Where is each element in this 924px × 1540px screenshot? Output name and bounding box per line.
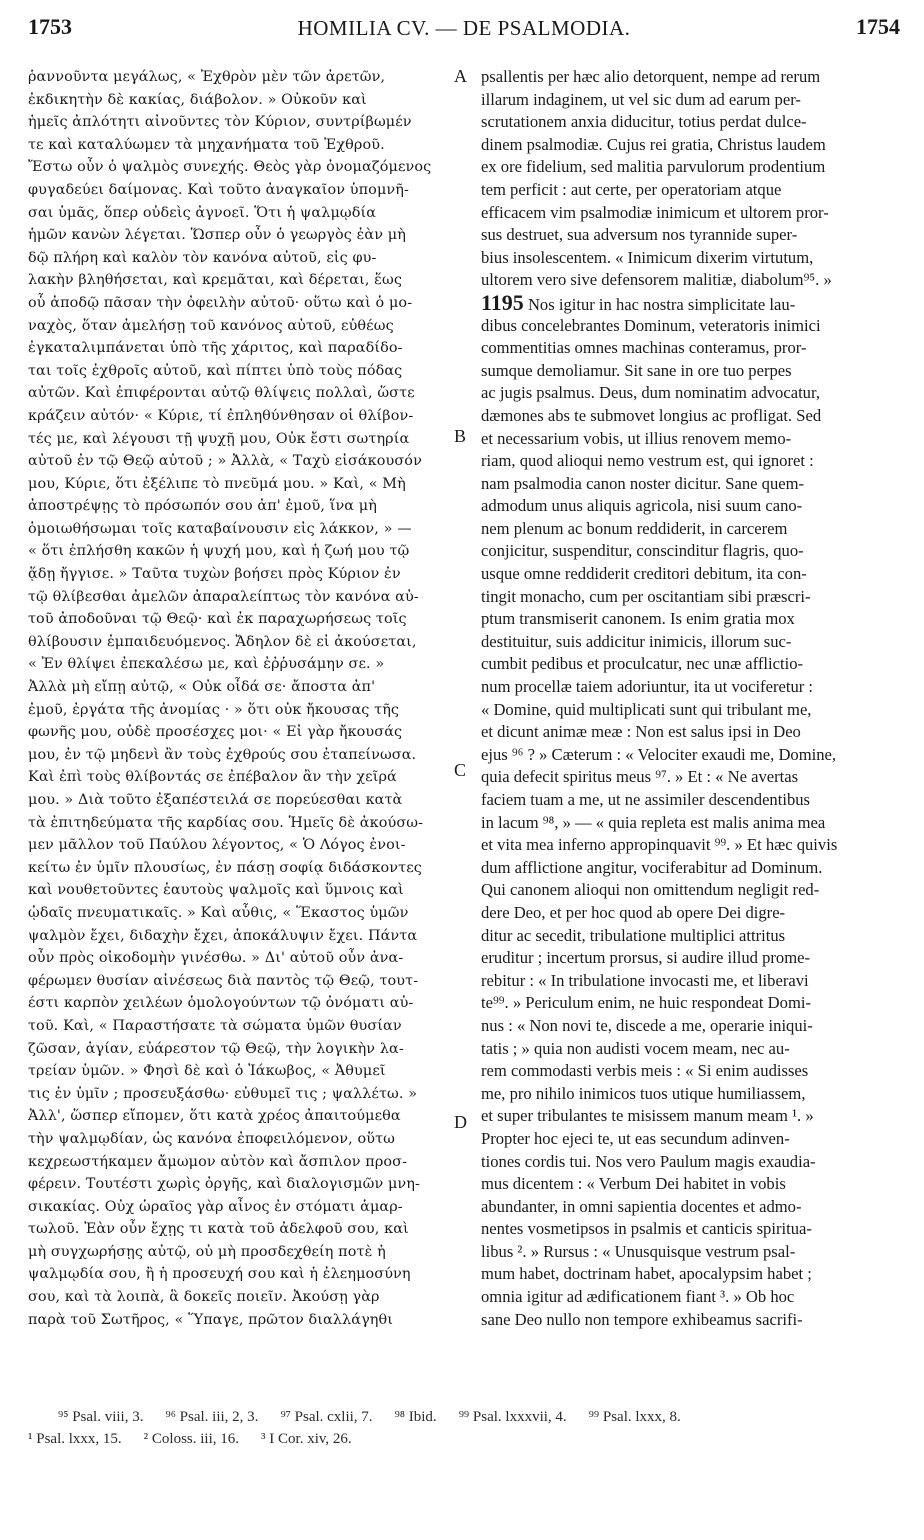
latin-text-line: dibus concelebrantes Dominum, veteratoris inimici — [481, 315, 821, 335]
greek-text-line: ψαλμῳδία σου, ἢ ἡ προσευχή σου καὶ ἡ ἐλεημοσύνη — [28, 1266, 411, 1283]
latin-text-line: in lacum ⁹⁸, » — « quia repleta est malis anima mea — [481, 812, 826, 832]
margin-marker-d: D — [454, 1112, 467, 1132]
footnote: ⁹⁶ Psal. iii, 2, 3. — [165, 1409, 259, 1425]
latin-text-line: et dicunt animæ meæ : Non est salus ipsi in Deo — [481, 722, 801, 742]
greek-text-line: ἐκδικητὴν δὲ κακίας, διάβολον. » Οὐκοῦν καὶ — [28, 91, 367, 108]
running-title: HOMILIA CV. — DE PSALMODIA. — [297, 16, 631, 40]
latin-text-line: me, pro nihilo inimicos tuos utique humiliassem, — [481, 1083, 806, 1103]
latin-text-line: dinem psalmodiæ. Cujus rei gratia, Christus laudem — [481, 134, 826, 154]
latin-text-line: ptum transmiserit canonem. Is enim gratia mox — [481, 609, 795, 629]
footnote: ³ I Cor. xiv, 26. — [261, 1431, 352, 1447]
latin-text-line: te⁹⁹. » Periculum enim, ne huic respondeat Domi- — [481, 993, 811, 1013]
greek-text-line: Ἀλλὰ μὴ εἴπῃ αὐτῷ, « Οὐκ οἶδά σε· ἄποστα ἀπ' — [28, 679, 376, 696]
margin-marker-a: A — [454, 66, 467, 86]
greek-text-line: καὶ νουθετοῦντες ἑαυτοὺς ψαλμοῖς καὶ ὕμνοις καὶ — [28, 882, 404, 899]
greek-text-line: παρὰ τοῦ Σωτῆρος, « Ὕπαγε, πρῶτον διαλλάγηθι — [28, 1311, 393, 1328]
page-number-right: 1754 — [856, 14, 900, 39]
greek-text-line: τῷ θλίβεσθαι ἀμελῶν ἀπαραλείπτως τὸν κανόνα αὐ- — [28, 588, 419, 605]
footnote: ⁹⁸ Ibid. — [394, 1409, 437, 1425]
greek-text-line: ται τοῖς ἐχθροῖς αὐτοῦ, καὶ πίπτει ὑπὸ τοὺς πόδας — [28, 362, 403, 379]
latin-text-line: tem perficit : aut certe, per operatoriam atque — [481, 179, 782, 199]
greek-text-line: τωλοῦ. Ἐὰν οὖν ἔχῃς τι κατὰ τοῦ ἀδελφοῦ σου, καὶ — [28, 1221, 409, 1238]
latin-text-line: nem plenum ac bonum reddiderit, in carcerem — [481, 518, 788, 538]
latin-text-line: tingit monacho, cum per oscitantiam sibi præscri- — [481, 586, 811, 606]
greek-text-line: ἐγκαταλιμπάνεται ὑπὸ τῆς χάριτος, καὶ παραδίδο- — [28, 340, 403, 357]
latin-text-line: ex ore fidelium, sed malitia parvulorum prodentium — [481, 157, 826, 177]
footnote: ² Coloss. iii, 16. — [143, 1431, 240, 1447]
greek-text-line: μου, ἐν τῷ μηδενὶ ἂν τοὺς ἐχθρούς σου ἐταπείνωσα. — [28, 746, 417, 763]
greek-text-line: κείτω ἐν ὑμῖν πλουσίως, ἐν πάσῃ σοφίᾳ διδάσκοντες — [28, 859, 422, 876]
latin-text-line: sumque demoliamur. Sit sane in ore tuo perpes — [481, 360, 792, 380]
greek-text-line: αὐτῶν. Καὶ ἐπιφέρονται αὐτῷ θλίψεις πολλαὶ, ὥστε — [28, 385, 415, 402]
greek-text-line: φυγαδεύει δαίμονας. Καὶ τοῦτο ἀναγκαῖον ὑπομνῆ- — [28, 181, 409, 198]
latin-text-line: bius insolescentem. « Inimicum dixerim virtutum, — [481, 247, 814, 267]
latin-text-line: libus ². » Rursus : « Unusquisque vestrum psal- — [481, 1241, 796, 1261]
greek-text-line: σου, καὶ τὰ λοιπὰ, ἃ δοκεῖς ποιεῖν. Ἀκούσῃ γὰρ — [28, 1289, 380, 1306]
greek-text-line: φέρειν. Τουτέστι χωρὶς ὀργῆς, καὶ διαλογισμῶν μνη- — [28, 1176, 420, 1193]
greek-text-line: τις ἐν ὑμῖν ; προσευξάσθω· εὐθυμεῖ τις ; ψαλλέτω. » — [28, 1085, 418, 1102]
latin-text-line: efficacem vim psalmodiæ inimicum et ultorem pror- — [481, 202, 829, 222]
latin-text-line: nentes vosmetipsos in psalmis et canticis spiritua- — [481, 1219, 812, 1239]
footnote: ⁹⁹ Psal. lxxxvii, 4. — [458, 1409, 567, 1425]
latin-text-line: Qui canonem alioqui non omittendum negligit red- — [481, 880, 820, 900]
latin-text-line: ultorem vero sive defensorem malitiæ, diabolum⁹⁵. » — [481, 270, 832, 290]
greek-text-line: τρείαν ὑμῶν. » Φησὶ δὲ καὶ ὁ Ἰάκωβος, « Ἀθυμεῖ — [28, 1063, 386, 1080]
greek-text-line: τές με, καὶ λέγουσι τῇ ψυχῇ μου, Οὐκ ἔστι σωτηρία — [28, 430, 410, 447]
latin-text-line: rebitur : « In tribulatione invocasti me, et liberavi — [481, 970, 809, 990]
greek-text-line: ᾅδῃ ἤγγισε. » Ταῦτα τυχὼν βοήσει πρὸς Κύριον ἐν — [28, 566, 401, 583]
greek-text-line: μὴ συγχωρήσῃς αὐτῷ, οὐ μὴ προσδεχθείη ποτὲ ἡ — [28, 1243, 386, 1260]
latin-text-line: quia defecit spiritus meus ⁹⁷. » Et : « Ne avertas — [481, 767, 799, 787]
latin-text-line: nus : « Non novi te, discede a me, operarie iniqui- — [481, 1015, 813, 1035]
latin-text-line: tiones cordis tui. Nos vero Paulum magis exaudia- — [481, 1151, 816, 1171]
latin-text-line: tatis ; » quia non audisti vocem meam, nec au- — [481, 1038, 790, 1058]
greek-text-line: τοῦ. Καὶ, « Παραστήσατε τὰ σώματα ὑμῶν θυσίαν — [28, 1017, 402, 1034]
greek-text-line: ἐμοῦ, ἐργάτα τῆς ἀνομίας · » ὅτι οὐκ ἤκουσας τῆς — [28, 701, 400, 718]
greek-text-line: ῥαννοῦντα μεγάλως, « Ἐχθρὸν μὲν τῶν ἀρετῶν, — [28, 69, 386, 85]
page-header — [28, 14, 900, 48]
greek-text-line: Ἀλλ', ὥσπερ εἴπομεν, ὅτι κατὰ χρέος ἀπαιτούμεθα — [28, 1108, 401, 1125]
greek-text-line: δῷ πλήρη καὶ καλὸν τὸν κανόνα αὐτοῦ, εἰς φυ- — [28, 249, 377, 266]
latin-text-line: scrutationem anxia diducitur, totius perdat dulce- — [481, 112, 807, 132]
latin-text-line: rem commodasti verbis meis : « Si enim audisses — [481, 1061, 809, 1081]
footnote: ¹ Psal. lxxx, 15. — [28, 1431, 122, 1447]
greek-text-line: κράζειν αὐτόν· « Κύριε, τί ἐπληθύνθησαν οἱ θλίβον- — [28, 407, 414, 424]
latin-text-line: et vita mea inferno appropinquavit ⁹⁹. » Et hæc quivis — [481, 835, 838, 855]
latin-text-line: illarum indaginem, ut vel sic dum ad earum per- — [481, 89, 801, 109]
latin-text-line: usque omne reddiderit creditori debitum, ita con- — [481, 564, 807, 584]
greek-text-line: ζῶσαν, ἁγίαν, εὐάρεστον τῷ Θεῷ, τὴν λογικὴν λα- — [28, 1040, 404, 1057]
latin-text-line: num procellæ taiem adoriuntur, ita ut vociferetur : — [481, 677, 814, 697]
latin-text-line: dum afflictione angitur, vociferabitur ad Dominum. — [481, 857, 823, 877]
column-number: 1195 — [481, 291, 524, 315]
greek-text-line: οὗ ἀποδῷ πᾶσαν τὴν ὀφειλὴν αὐτοῦ· οὕτω καὶ ὁ μο- — [28, 294, 413, 311]
margin-marker-c: C — [454, 760, 467, 780]
latin-text-line: dæmones abs te submovet longius ac profligat. Sed — [481, 405, 822, 425]
latin-text-line: admodum unus aliquis agricola, nisi suum cano- — [481, 496, 803, 516]
latin-text-line: ditur ac secedit, tribulatione multiplici attritus — [481, 925, 786, 945]
footnote: ⁹⁵ Psal. viii, 3. — [58, 1409, 144, 1425]
latin-text-line: faciem tuam a me, ut ne assimiler descendentibus — [481, 790, 810, 809]
latin-text-line: dere Deo, et per hoc quod ab opere Dei digre- — [481, 902, 786, 922]
latin-text-line: nam psalmodia canon noster dicitur. Sane quem- — [481, 473, 805, 493]
greek-text-line: τὰ ἐπιτηδεύματα τῆς καρδίας σου. Ἡμεῖς δὲ ἀκούσω- — [28, 814, 424, 831]
latin-text-line: ejus ⁹⁶ ? » Cæterum : « Velociter exaudi me, Domine, — [481, 744, 837, 764]
latin-text-line: mus dicentem : « Verbum Dei habitet in vobis — [481, 1174, 786, 1194]
greek-text-line: ψαλμὸν ἔχει, διδαχὴν ἔχει, ἀποκάλυψιν ἔχει. Πάντα — [28, 927, 418, 944]
footnote: ⁹⁷ Psal. cxlii, 7. — [280, 1409, 373, 1425]
latin-text-line: mum habet, doctrinam habet, apocalypsim habet ; — [481, 1264, 812, 1284]
latin-text-line: destituitur, suis addicitur inimicis, illorum suc- — [481, 631, 792, 651]
latin-column — [481, 66, 901, 1331]
greek-text-line: μεν μᾶλλον τοῦ Παύλου λέγοντος, « Ὁ Λόγος ἐνοι- — [28, 837, 406, 854]
footnote-line — [28, 1406, 900, 1428]
greek-text-line: ᾠδαῖς πνευματικαῖς. » Καὶ αὖθις, « Ἕκαστος ὑμῶν — [28, 904, 409, 921]
greek-text-line: Ἔστω οὖν ὁ ψαλμὸς συνεχής. Θεὸς γὰρ ὀνομαζόμενος — [28, 159, 432, 176]
latin-text-line: abundanter, in omni sapientia docentes et admo- — [481, 1196, 802, 1216]
greek-text-line: τοῦ ἀποδοῦναι τῷ Θεῷ· καὶ ἐκ παραχωρήσεως τοῖς — [28, 611, 407, 628]
greek-text-line: αὐτοῦ ἐν τῷ Θεῷ αὐτοῦ ; » Ἀλλὰ, « Ταχὺ εἰσάκουσόν — [28, 453, 422, 470]
greek-text-line: έστι καρπὸν χειλέων ὁμολογούντων τῷ ὀνόματι αὐ- — [28, 995, 414, 1012]
latin-text-line: commentitias omnes machinas conteramus, pror- — [481, 338, 807, 358]
greek-text-line: θλίβουσιν ἐμπαιδευόμενος. Ἄδηλον δὲ εἰ ἀκούσεται, — [28, 633, 417, 650]
latin-text-line: sus destruet, sua adversum nos tyrannide super- — [481, 225, 798, 245]
greek-text-line: λακὴν βληθήσεται, καὶ κρεμᾶται, καὶ δέρεται, ἕως — [28, 272, 403, 289]
greek-text-line: ἡμῶν κανὼν λέγεται. Ὥσπερ οὖν ὁ γεωργὸς ἐὰν μὴ — [28, 227, 406, 244]
latin-text-line: « Domine, quid multiplicati sunt qui tribulant me, — [481, 699, 812, 719]
latin-text-line: eruditur ; incertum prorsus, si audire illud prome- — [481, 948, 811, 968]
greek-text-line: ἡμεῖς ἀπλότητι αἰνοῦντες τὸν Κύριον, συντρίβωμέν — [28, 114, 412, 131]
latin-text-line: conjicitur, suspenditur, conscinditur flagris, quo- — [481, 541, 804, 561]
latin-text-line: ac jugis psalmus. Deus, dum nominatim advocatur, — [481, 383, 820, 403]
footnotes — [28, 1406, 900, 1450]
latin-text-line: et super tribulantes te misissem manum meam ¹. » — [481, 1106, 814, 1126]
latin-text-line: Propter hoc ejeci te, ut eas secundum adinven- — [481, 1128, 790, 1148]
latin-text-line: sane Deo nullo non tempore exhibeamus sacrifi- — [481, 1309, 803, 1329]
page-number-left: 1753 — [28, 14, 72, 39]
greek-text-line: σαι ὑμᾶς, ὅπερ οὐδεὶς ἀγνοεῖ. Ὅτι ἡ ψαλμῳδία — [28, 204, 377, 221]
greek-text-line: φωνῆς μου, οὐδὲ προσέσχες μοι· « Εἰ γὰρ ἤκουσάς — [28, 724, 403, 741]
greek-text-line: μου. » Διὰ τοῦτο ἐξαπέστειλά σε πορεύεσθαι κατὰ — [28, 792, 403, 808]
greek-text-line: μου, Κύριε, ὅτι ἐξέλιπε τὸ πνεῦμά μου. » Καὶ, « Μὴ — [28, 475, 406, 492]
greek-column — [28, 66, 460, 1331]
latin-text-line: riam, quod alioqui nemo vestrum est, qui ignoret : — [481, 451, 814, 471]
latin-text-line: omnia igitur ad ædificationem fiant ³. » Ob hoc — [481, 1287, 795, 1307]
greek-text-line: ὁμοιωθήσωμαι τοῖς καταβαίνουσιν εἰς λάκκον, » — — [28, 520, 412, 537]
footnote: ⁹⁹ Psal. lxxx, 8. — [588, 1409, 681, 1425]
footnote-line — [28, 1428, 900, 1450]
latin-text-line: cumbit pedibus et proculcatur, nec unæ afflictio- — [481, 654, 804, 674]
latin-text-line: et necessarium vobis, ut illius renovem memo- — [481, 428, 792, 448]
greek-text-line: ἀποστρέψῃς τὸ πρόσωπόν σου ἀπ' ἐμοῦ, ἵνα μὴ — [28, 498, 377, 515]
margin-marker-b: B — [454, 426, 467, 446]
greek-text-line: σικακίας. Οὐχ ὡραῖος γὰρ αἶνος ἐν στόματι ἁμαρ- — [28, 1198, 403, 1215]
latin-text-line: psallentis per hæc alio detorquent, nempe ad rerum — [481, 67, 821, 86]
greek-text-line: Καὶ ἐπὶ τοὺς θλίβοντάς σε ἐπέβαλον ἂν τὴν χεῖρά — [28, 769, 397, 786]
greek-text-line: οὖν πρὸς οἰκοδομὴν γινέσθω. » Δι' αὐτοῦ οὖν ἀνα- — [28, 950, 404, 967]
latin-text-line: 1195 Nos igitur in hac nostra simplicitate lau- — [481, 291, 796, 315]
greek-text-line: τὴν ψαλμῳδίαν, ὡς κανόνα ἐποφειλόμενον, οὕτω — [28, 1130, 395, 1147]
greek-text-line: κεχρεωστήκαμεν ἄμωμον αὐτὸν καὶ ἄσπιλον προσ- — [28, 1153, 408, 1170]
greek-text-line: τε καὶ καταλύωμεν τὰ μηχανήματα τοῦ Ἐχθροῦ. — [28, 136, 385, 153]
greek-text-line: « ὅτι ἐπλήσθη κακῶν ἡ ψυχή μου, καὶ ἡ ζωή μου τῷ — [28, 543, 410, 560]
greek-text-line: « Ἐν θλίψει ἐπεκαλέσω με, καὶ ἐῤῥυσάμην σε. » — [28, 656, 385, 673]
greek-text-line: φέρωμεν θυσίαν αἰνέσεως διὰ παντὸς τῷ Θεῷ, τουτ- — [28, 972, 419, 989]
greek-text-line: ναχὸς, ὅταν ἀμελήσῃ τοῦ κανόνος αὐτοῦ, εὐθέως — [28, 317, 394, 334]
